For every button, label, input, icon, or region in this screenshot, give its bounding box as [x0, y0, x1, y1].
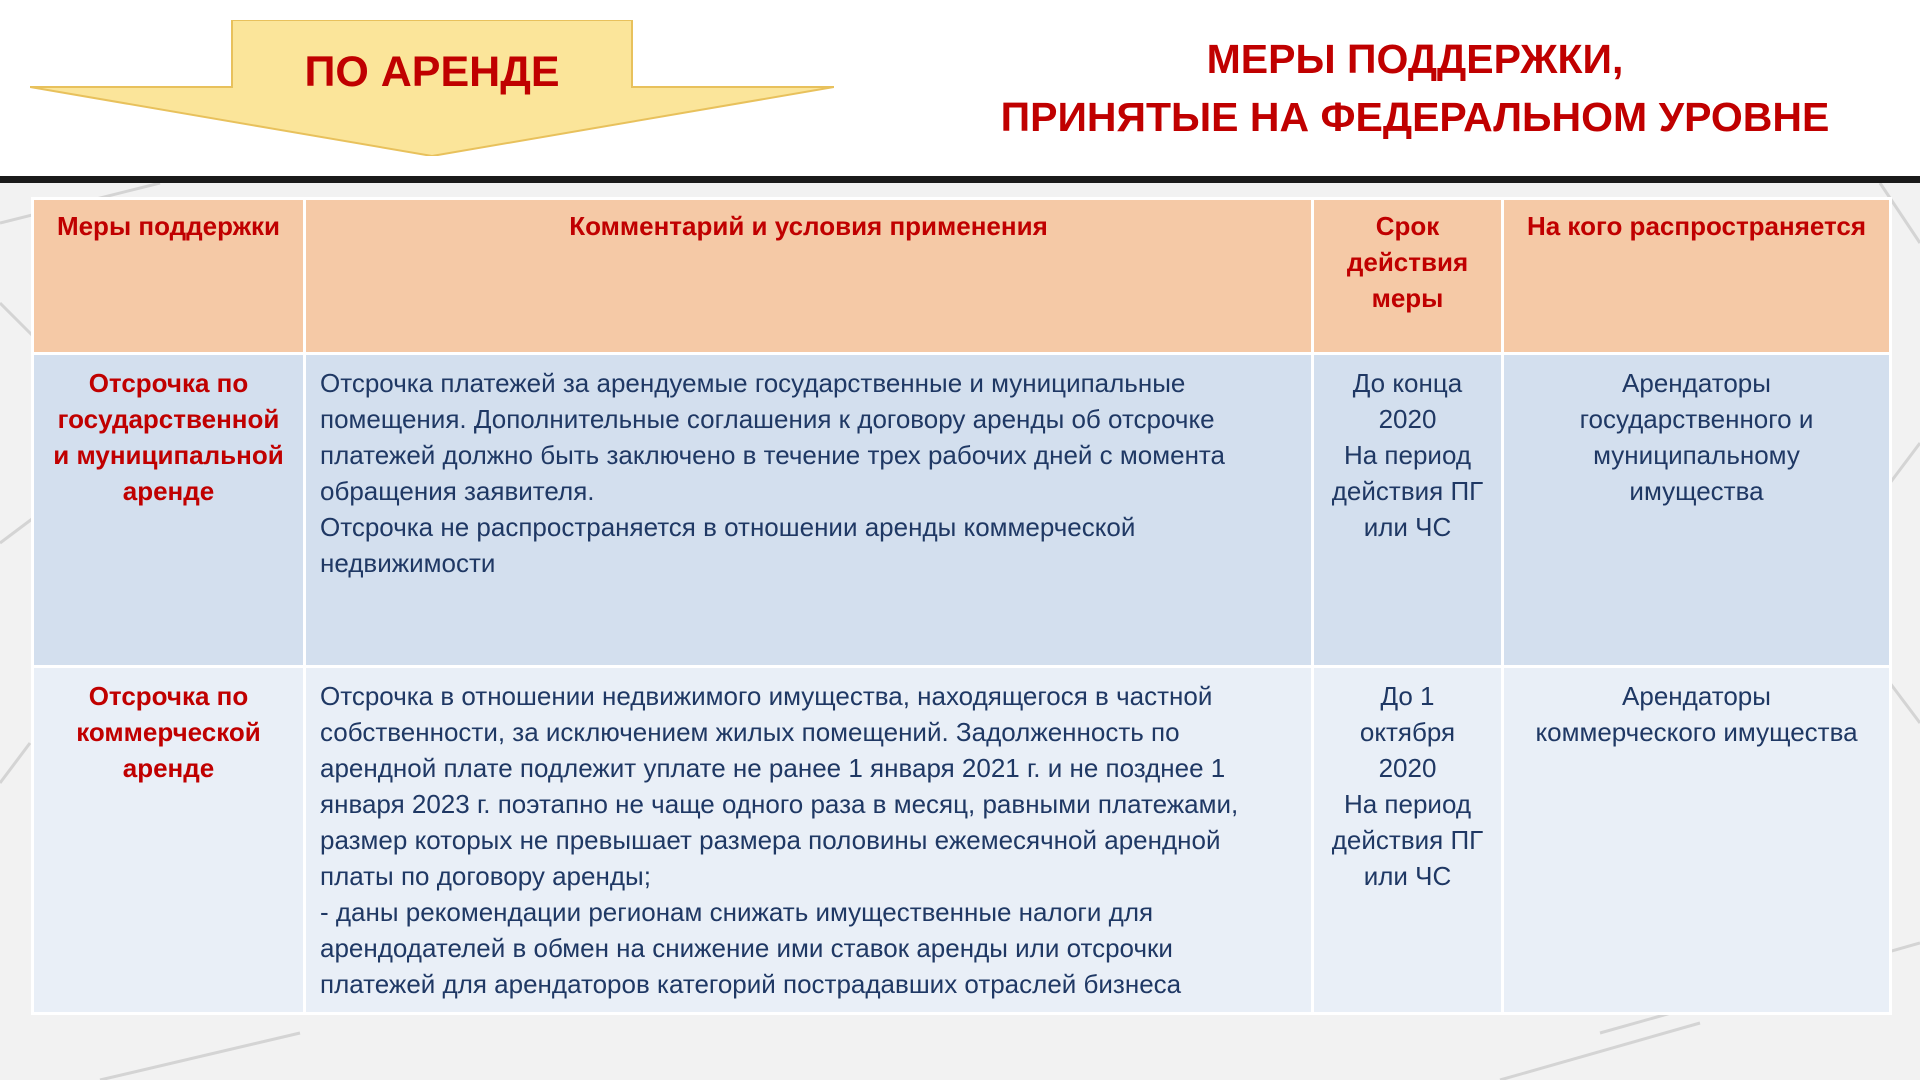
cell-line: Отсрочка в отношении недвижимого имущества, находящегося в частной	[320, 681, 1213, 711]
cell-line: октября	[1359, 717, 1456, 747]
measure-cell	[33, 667, 305, 1014]
table-header-row	[33, 199, 1891, 354]
cell-line: До 1	[1380, 681, 1435, 711]
header-line: Срок	[1375, 211, 1440, 241]
cell-line: и муниципальной	[53, 440, 284, 470]
support-measures-table	[31, 197, 1892, 1015]
arrow-badge-label: ПО АРЕНДЕ	[304, 48, 560, 96]
column-header-term	[1313, 199, 1503, 354]
header-line: действия	[1346, 247, 1469, 277]
cell-line: обращения заявителя.	[320, 476, 595, 506]
page-title-line-2: ПРИНЯТЫЕ НА ФЕДЕРАЛЬНОМ УРОВНЕ	[1000, 94, 1830, 140]
page-title-line-1: МЕРЫ ПОДДЕРЖКИ,	[1206, 36, 1624, 82]
cell-line: платежей для арендаторов категорий пострадавших отраслей бизнеса	[320, 969, 1182, 999]
cell-line: государственной	[57, 404, 280, 434]
cell-line: или ЧС	[1363, 861, 1452, 891]
cell-line: арендной плате подлежит уплате не ранее 1 января 2021 г. и не позднее 1	[320, 753, 1226, 783]
applies-to-cell	[1503, 354, 1891, 667]
column-header-comment: Комментарий и условия применения	[305, 199, 1313, 354]
table-row	[33, 354, 1891, 667]
comment-cell	[305, 667, 1313, 1014]
cell-line: 2020	[1378, 404, 1437, 434]
cell-line: Отсрочка по	[88, 681, 249, 711]
cell-line: Арендаторы	[1622, 681, 1771, 711]
cell-line: Отсрочка по	[88, 368, 249, 398]
cell-line: До конца	[1352, 368, 1463, 398]
cell-line: платежей должно быть заключено в течение трех рабочих дней с момента	[320, 440, 1225, 470]
cell-line: коммерческой	[76, 717, 261, 747]
cell-line: имущества	[1629, 476, 1764, 506]
cell-line: - даны рекомендации регионам снижать имущественные налоги для	[320, 897, 1154, 927]
cell-line: января 2023 г. поэтапно не чаще одного раза в месяц, равными платежами,	[320, 789, 1239, 819]
cell-line: платы по договору аренды;	[320, 861, 651, 891]
header-line: меры	[1371, 283, 1444, 313]
cell-line: собственности, за исключением жилых помещений. Задолженность по	[320, 717, 1180, 747]
cell-line: аренде	[122, 753, 215, 783]
cell-line: размер которых не превышает размера половины ежемесячной арендной	[320, 825, 1221, 855]
page-title	[960, 30, 1870, 146]
column-header-who: На кого распространяется	[1503, 199, 1891, 354]
cell-line: Отсрочка не распространяется в отношении аренды коммерческой	[320, 512, 1136, 542]
cell-line: арендодателей в обмен на снижение ими ставок аренды или отсрочки	[320, 933, 1173, 963]
cell-line: На период	[1343, 789, 1472, 819]
table-row	[33, 667, 1891, 1014]
cell-line: Отсрочка платежей за арендуемые государственные и муниципальные	[320, 368, 1186, 398]
cell-line: 2020	[1378, 753, 1437, 783]
cell-line: аренде	[122, 476, 215, 506]
cell-line: коммерческого имущества	[1535, 717, 1858, 747]
cell-line: Арендаторы	[1622, 368, 1771, 398]
cell-line: государственного и	[1579, 404, 1814, 434]
cell-line: действия ПГ	[1331, 476, 1484, 506]
cell-line: помещения. Дополнительные соглашения к договору аренды об отсрочке	[320, 404, 1215, 434]
cell-line: или ЧС	[1363, 512, 1452, 542]
measure-cell	[33, 354, 305, 667]
term-cell	[1313, 667, 1503, 1014]
cell-line: недвижимости	[320, 548, 496, 578]
cell-line: На период	[1343, 440, 1472, 470]
cell-line: действия ПГ	[1331, 825, 1484, 855]
term-cell	[1313, 354, 1503, 667]
comment-cell	[305, 354, 1313, 667]
column-header-measures: Меры поддержки	[33, 199, 305, 354]
applies-to-cell	[1503, 667, 1891, 1014]
cell-line: муниципальному	[1593, 440, 1800, 470]
header-divider	[0, 176, 1920, 183]
